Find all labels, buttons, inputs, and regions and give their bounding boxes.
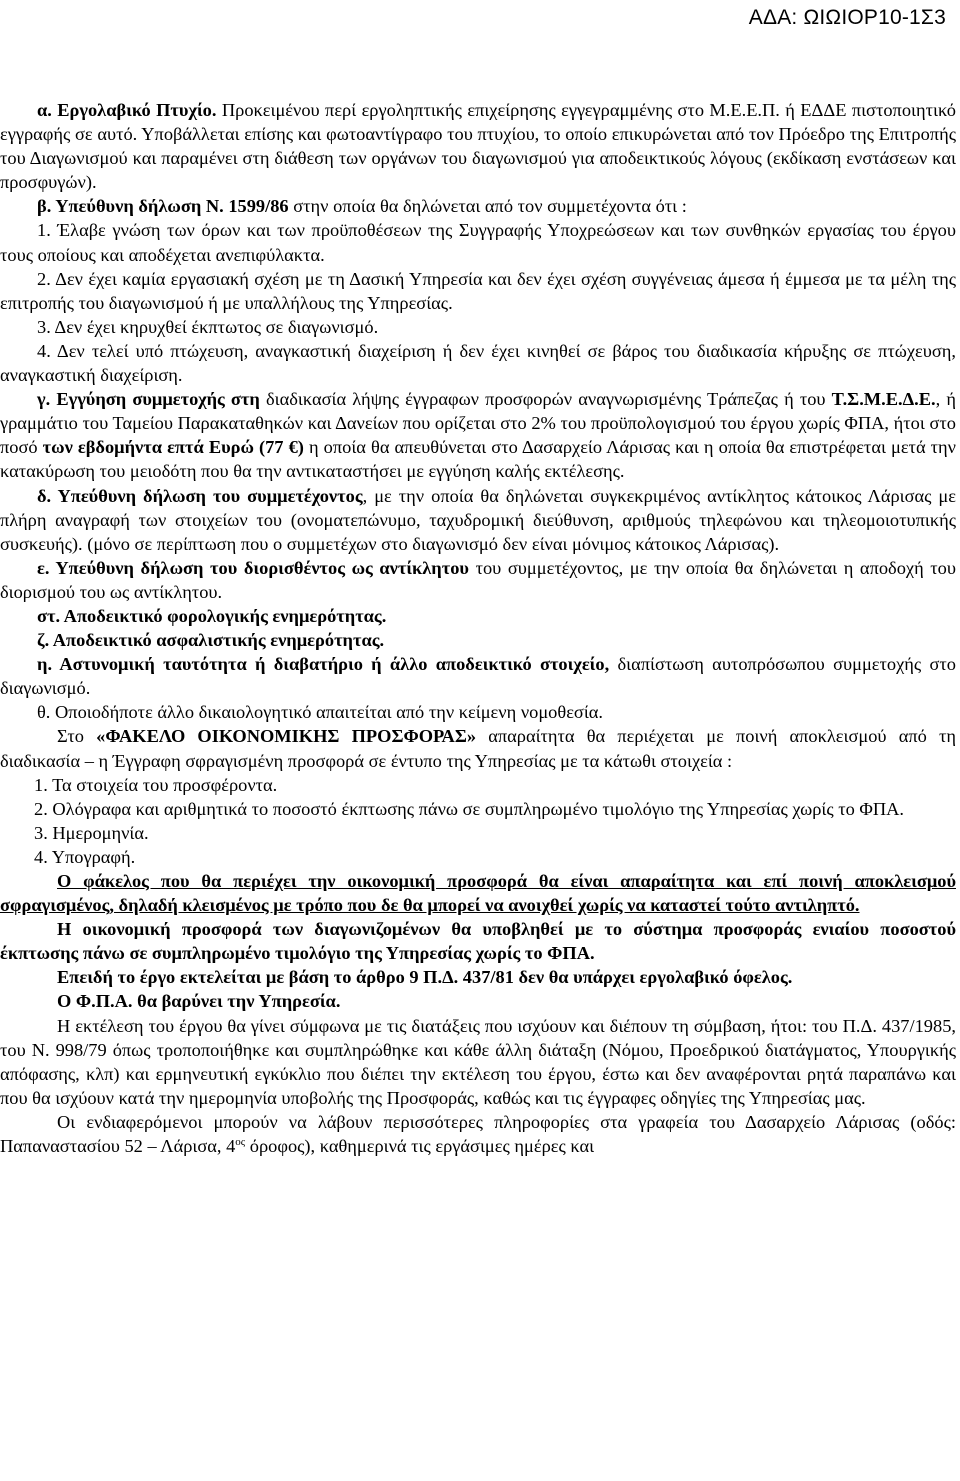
section-c-text-2: , ή γραμμάτιο του Ταμείου Παρακαταθηκών και Δανείων που ορίζεται στο 2% του προϋπολογισμού του έργου χωρίς ΦΠΑ, ήτοι στο ποσό <box>0 389 956 458</box>
envelope-list-item <box>0 821 956 845</box>
envelope-warning <box>0 869 956 917</box>
section-b-label: β. Υπεύθυνη δήλωση Ν. 1599/86 <box>37 196 289 217</box>
vat-note-text: Ο Φ.Π.Α. θα βαρύνει την Υπηρεσία. <box>57 991 341 1012</box>
execution-terms: Η εκτέλεση του έργου θα γίνει σύμφωνα με τις διατάξεις που ισχύουν και διέπουν τη σύμβαση, ήτοι: του Π.Δ. 437/1985, του Ν. 998/79 όπως τροποποιήθηκε και συμπληρώθηκε και κάθε άλλη διάταξη (Νόμου, Προεδρικού διατάγματος, Υπουργικής απόφασης, κλπ) και ερμηνευτική εγκύκλιο που διέπει την εκτέλεση του έργου, έστω και δεν αναφέρονται ρητά παραπάνω και που θα ισχύουν κατά την ημερομηνία υποβολής της Προσφοράς, καθώς και τις έγγραφες οδηγίες της Υπηρεσίας μας. <box>0 1015 956 1108</box>
section-st-label: στ. Αποδεικτικό φορολογικής ενημερότητας. <box>37 605 387 626</box>
envelope-item-number: 1. <box>34 774 48 795</box>
section-a-label: α. Εργολαβικό Πτυχίο. <box>37 100 217 120</box>
envelope-item-text: Ημερομηνία. <box>52 822 149 843</box>
section-c-amount: των εβδομήντα επτά Ευρώ (77 €) <box>42 437 304 458</box>
envelope-list-item <box>0 773 956 797</box>
financial-envelope <box>0 724 956 772</box>
envelope-item-number: 4. <box>34 846 48 867</box>
section-c-label: γ. Εγγύηση συμμετοχής στη <box>37 389 260 410</box>
section-e-label: ε. Υπεύθυνη δήλωση του διορισθέντος ως αντίκλητου <box>37 557 469 578</box>
section-b-item: 3. Δεν έχει κηρυχθεί έκπτωτος σε διαγωνισμό. <box>37 316 379 337</box>
section-b-item: 4. Δεν τελεί υπό πτώχευση, αναγκαστική διαχείριση ή δεν έχει κινηθεί σε βάρος του διαδικασία κήρυξης σε πτώχευση, αναγκαστική διαχείριση. <box>0 340 956 386</box>
section-c-text-1: διαδικασία λήψης έγγραφων προσφορών αναγνωρισμένης Τράπεζας ή του <box>266 389 826 410</box>
section-e <box>0 556 956 604</box>
envelope-text-2: απαραίτητα θα περιέχεται με ποινή αποκλεισμού από τη διαδικασία – η Έγγραφη σφραγισμένη προσφορά σε έντυπο της Υπηρεσίας με τα κάτωθι στοιχεία : <box>0 726 956 771</box>
vat-note <box>0 989 956 1013</box>
envelope-text-1: Στο <box>57 726 84 747</box>
section-a-text: Προκειμένου περί εργοληπτικής επιχείρησης εγγεγραμμένης στο Μ.Ε.Ε.Π. ή ΕΔΔΕ πιστοποιητικό εγγραφής σε αυτό. Υποβάλλεται επίσης και φωτοαντίγραφο του πτυχίου, το οποίο επικυρώνεται από τον Πρόεδρο της Επιτροπής του Διαγωνισμού και παραμένει στη διάθεση των οργάνων του διαγωνισμού για αποδεικτικούς λόγους (εκδίκαση ενστάσεων και προσφυγών). <box>0 100 956 193</box>
envelope-item-text: Υπογραφή. <box>51 846 136 867</box>
section-e-text: του συμμετέχοντος, με την οποία θα δηλώνεται η αποδοχή του διορισμού του ως αντίκλητου. <box>0 557 956 602</box>
section-d <box>0 484 956 556</box>
document-body <box>0 98 956 1158</box>
section-st <box>0 604 956 628</box>
contact-info-text-2: όροφος), καθημερινά τις εργάσιμες ημέρες και <box>249 1136 595 1157</box>
section-b <box>0 194 956 218</box>
contact-info-text-1: Οι ενδιαφερόμενοι μπορούν να λάβουν περισσότερες πληροφορίες στα γραφεία του Δασαρχείο Λάρισας (οδός: Παπαναστασίου 52 – Λάρισα, 4 <box>0 1111 956 1157</box>
envelope-list-item <box>0 845 956 869</box>
envelope-item-text: Ολόγραφα και αριθμητικά το ποσοστό έκπτωσης πάνω σε συμπληρωμένο τιμολόγιο της Υπηρεσίας χωρίς το ΦΠΑ. <box>52 798 905 819</box>
envelope-item-number: 3. <box>34 822 48 843</box>
section-c-text-3: η οποία θα απευθύνεται στο Δασαρχείο Λάρισας και η οποία θα επιστρέφεται μετά την κατακύρωση του μειοδότη που θα την αντικαταστήσει με εγγύηση καλής εκτέλεσης. <box>0 437 956 482</box>
ada-code: ΑΔΑ: ΩΙΩΙΟΡ10-1Σ3 <box>748 6 946 29</box>
contractor-benefit-text: Επειδή το έργο εκτελείται με βάση το άρθρο 9 Π.Δ. 437/81 δεν θα υπάρχει εργολαβικό όφελος. <box>57 967 793 988</box>
section-z-label: ζ. Αποδεικτικό ασφαλιστικής ενημερότητας. <box>37 630 385 651</box>
contact-info <box>0 1110 956 1158</box>
envelope-item-number: 2. <box>34 798 48 819</box>
section-h-text: διαπίστωση αυτοπρόσωπου συμμετοχής στο διαγωνισμό. <box>0 654 956 699</box>
section-th: θ. Οποιοδήποτε άλλο δικαιολογητικό απαιτείται από την κείμενη νομοθεσία. <box>37 702 604 723</box>
section-h <box>0 652 956 700</box>
section-b-text: στην οποία θα δηλώνεται από τον συμμετέχοντα ότι : <box>293 196 687 217</box>
section-c <box>0 387 956 483</box>
section-z <box>0 628 956 652</box>
envelope-warning-text: Ο φάκελος που θα περιέχει την οικονομική προσφορά θα είναι απαραίτητα και επί ποινή αποκλεισμού σφραγισμένος, δηλαδή κλεισμένος με τρόπο που δε θα μπορεί να ανοιχθεί χωρίς να καταστεί τούτο αντιληπτό. <box>0 871 956 916</box>
section-a <box>0 98 956 194</box>
section-b-item: 1. Έλαβε γνώση των όρων και των προϋποθέσεων της Συγγραφής Υποχρεώσεων και των συνθηκών εργασίας του έργου τους οποίους και αποδέχεται ανεπιφύλακτα. <box>0 220 956 265</box>
contractor-benefit <box>0 965 956 989</box>
section-c-bold-1: Τ.Σ.Μ.Ε.Δ.Ε. <box>831 389 936 410</box>
envelope-item-text: Τα στοιχεία του προσφέροντα. <box>52 774 278 795</box>
section-d-label: δ. Υπεύθυνη δήλωση του συμμετέχοντος <box>37 485 363 506</box>
section-h-label: η. Αστυνομική ταυτότητα ή διαβατήριο ή άλλο αποδεικτικό στοιχείο, <box>37 654 610 675</box>
floor-superscript: ος <box>235 1136 246 1149</box>
section-d-text: , με την οποία θα δηλώνεται συγκεκριμένος αντίκλητος κάτοικος Λάρισας με πλήρη αναγραφή των στοιχείων του (ονοματεπώνυμο, ταχυδρομική διεύθυνση, αριθμούς τηλεφώνου και τηλεομοιοτυπικής συσκευής). (μόνο σε περίπτωση που ο συμμετέχων στο διαγωνισμό δεν είναι μόνιμος κάτοικος Λάρισας). <box>0 485 956 554</box>
envelope-list-item <box>0 797 956 821</box>
offer-system-text: Η οικονομική προσφορά των διαγωνιζομένων θα υποβληθεί με το σύστημα προσφοράς ενιαίου ποσοστού έκπτωσης πάνω σε συμπληρωμένο τιμολόγιο της Υπηρεσίας χωρίς το ΦΠΑ. <box>0 919 956 964</box>
offer-system <box>0 917 956 965</box>
section-b-item: 2. Δεν έχει καμία εργασιακή σχέση με τη Δασική Υπηρεσία και δεν έχει σχέση συγγένειας άμεσα ή έμμεσα με τα μέλη της επιτροπής του διαγωνισμού ή με υπαλλήλους της Υπηρεσίας. <box>0 268 956 313</box>
envelope-title: «ΦΑΚΕΛΟ ΟΙΚΟΝΟΜΙΚΗΣ ΠΡΟΣΦΟΡΑΣ» <box>96 726 477 747</box>
